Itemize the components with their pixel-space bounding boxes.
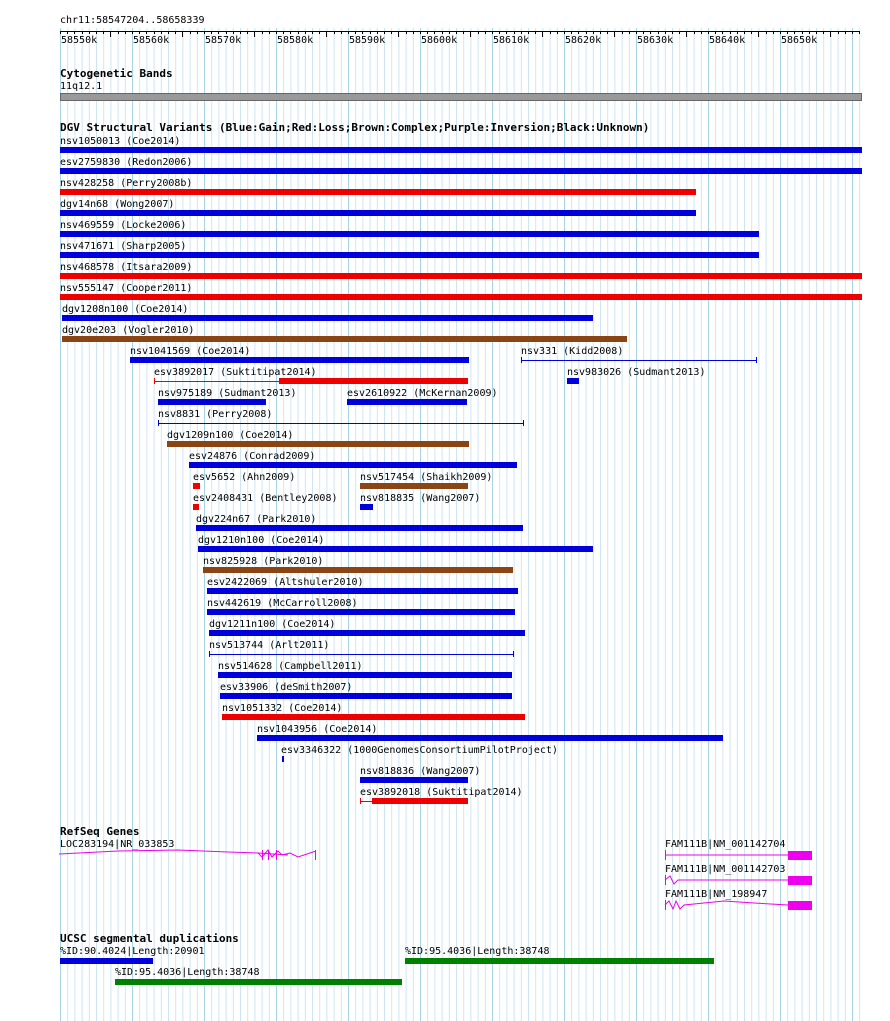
variant-bar[interactable] <box>220 693 512 699</box>
gene-loc283194[interactable] <box>58 848 320 864</box>
ruler-tick <box>830 31 831 37</box>
variant-bar[interactable] <box>372 798 468 804</box>
ruler-tick <box>859 31 860 34</box>
ruler-tick <box>226 31 227 34</box>
ruler-tick-label: 58600k <box>421 35 458 46</box>
ruler-tick <box>442 31 443 34</box>
variant-bar[interactable] <box>196 525 523 531</box>
variant-label[interactable]: nsv8831 (Perry2008) <box>158 409 273 420</box>
ruler-tick <box>470 31 471 37</box>
ruler-tick <box>456 31 457 34</box>
variant-bar[interactable] <box>60 273 862 279</box>
variant-span[interactable] <box>158 423 524 424</box>
variant-bar[interactable] <box>347 399 467 405</box>
segdup-bar[interactable] <box>405 958 714 964</box>
ruler-tick <box>420 31 421 34</box>
variant-bar[interactable] <box>193 483 200 489</box>
gene-label-fam111b-3[interactable]: FAM111B|NM_198947 <box>665 889 768 900</box>
gene-fam111b-1[interactable] <box>664 850 814 862</box>
ruler-tick <box>636 31 637 34</box>
variant-bar[interactable] <box>360 504 373 510</box>
ruler-tick <box>564 31 565 34</box>
variant-label[interactable]: esv2422069 (Altshuler2010) <box>207 577 364 588</box>
ruler-tick <box>823 31 824 34</box>
ruler-tick <box>312 31 313 34</box>
variant-label[interactable]: nsv468578 (Itsara2009) <box>60 262 193 273</box>
ruler-tick <box>362 31 363 34</box>
ruler-tick <box>254 31 255 37</box>
ruler-tick <box>845 31 846 34</box>
variant-label[interactable]: nsv1050013 (Coe2014) <box>60 136 181 147</box>
ruler-tick <box>802 31 803 34</box>
ruler-tick <box>413 31 414 34</box>
gene-label-loc283194[interactable]: LOC283194|NR_033853 <box>60 839 175 850</box>
ruler-tick <box>355 31 356 34</box>
variant-bar[interactable] <box>60 252 759 258</box>
ruler-tick <box>766 31 767 34</box>
ruler-tick <box>694 31 695 34</box>
ruler-tick <box>521 31 522 34</box>
variant-span[interactable] <box>521 360 757 361</box>
ruler-tick <box>290 31 291 34</box>
variant-label[interactable]: nsv1051332 (Coe2014) <box>222 703 343 714</box>
variant-label[interactable]: nsv818835 (Wang2007) <box>360 493 481 504</box>
ruler-tick <box>506 31 507 34</box>
ruler-tick <box>154 31 155 34</box>
ruler-tick-label: 58630k <box>637 35 674 46</box>
ruler-tick <box>384 31 385 34</box>
ruler-tick <box>348 31 349 34</box>
variant-label[interactable]: esv5652 (Ahn2009) <box>193 472 296 483</box>
ruler-tick <box>809 31 810 34</box>
variant-span[interactable] <box>154 381 279 382</box>
gene-fam111b-3[interactable] <box>664 900 814 912</box>
ruler-tick <box>60 31 61 34</box>
variant-label[interactable]: esv33906 (deSmith2007) <box>220 682 353 693</box>
ruler-tick <box>838 31 839 34</box>
variant-label[interactable]: nsv331 (Kidd2008) <box>521 346 624 357</box>
variant-bar[interactable] <box>207 609 515 615</box>
ruler-tick <box>247 31 248 34</box>
variant-bar[interactable] <box>360 777 468 783</box>
variant-label[interactable]: dgv1210n100 (Coe2014) <box>198 535 325 546</box>
ruler-tick <box>557 31 558 34</box>
ruler-tick <box>334 31 335 34</box>
ruler-tick <box>283 31 284 34</box>
variant-bar[interactable] <box>189 462 517 468</box>
variant-label[interactable]: dgv20e203 (Vogler2010) <box>62 325 195 336</box>
ruler-tick <box>305 31 306 34</box>
variant-label[interactable]: dgv1209n100 (Coe2014) <box>167 430 294 441</box>
ruler-tick <box>744 31 745 34</box>
variant-label[interactable]: dgv224n67 (Park2010) <box>196 514 317 525</box>
variant-bar[interactable] <box>62 315 593 321</box>
segdup-label[interactable]: %ID:90.4024|Length:20901 <box>60 946 205 957</box>
ruler-tick <box>686 31 687 37</box>
variant-label[interactable]: nsv517454 (Shaikh2009) <box>360 472 493 483</box>
refseq-track-title: RefSeq Genes <box>60 825 140 838</box>
position-label: chr11:58547204..58658339 <box>60 15 205 26</box>
ruler-tick <box>197 31 198 34</box>
variant-label[interactable]: nsv825928 (Park2010) <box>203 556 324 567</box>
variant-label[interactable]: nsv469559 (Locke2006) <box>60 220 187 231</box>
ruler-tick-label: 58560k <box>133 35 170 46</box>
ruler-tick <box>787 31 788 34</box>
ruler-tick <box>701 31 702 34</box>
ruler-tick <box>672 31 673 34</box>
ruler-tick <box>218 31 219 34</box>
variant-label[interactable]: nsv975189 (Sudmant2013) <box>158 388 297 399</box>
ruler-tick <box>269 31 270 34</box>
variant-bar[interactable] <box>60 168 862 174</box>
variant-label[interactable]: esv3892018 (Suktitipat2014) <box>360 787 523 798</box>
variant-bar[interactable] <box>198 546 593 552</box>
ruler-tick <box>550 31 551 34</box>
ruler-tick <box>161 31 162 34</box>
ruler-tick-label: 58620k <box>565 35 602 46</box>
ruler-tick-label: 58550k <box>61 35 98 46</box>
dgv-track-title: DGV Structural Variants (Blue:Gain;Red:Loss;Brown:Complex;Purple:Inversion;Black:Unknown) <box>60 121 650 134</box>
ruler-tick <box>190 31 191 34</box>
ruler-tick <box>211 31 212 34</box>
ruler-tick <box>586 31 587 34</box>
variant-span[interactable] <box>209 654 514 655</box>
ruler-tick <box>622 31 623 34</box>
variant-span[interactable] <box>360 801 372 802</box>
variant-label[interactable]: nsv514628 (Campbell2011) <box>218 661 363 672</box>
ruler-tick <box>478 31 479 34</box>
ruler-tick-label: 58590k <box>349 35 386 46</box>
variant-label[interactable]: esv3892017 (Suktitipat2014) <box>154 367 317 378</box>
variant-label[interactable]: esv2759830 (Redon2006) <box>60 157 193 168</box>
ruler-tick <box>110 31 111 37</box>
ruler-tick <box>852 31 853 34</box>
ruler-tick <box>463 31 464 34</box>
variant-label[interactable]: dgv1208n100 (Coe2014) <box>62 304 189 315</box>
variant-bar[interactable] <box>203 567 513 573</box>
variant-label[interactable]: nsv983026 (Sudmant2013) <box>567 367 706 378</box>
variant-bar[interactable] <box>130 357 469 363</box>
cytoband-bar[interactable] <box>60 93 862 101</box>
variant-label[interactable]: dgv1211n100 (Coe2014) <box>209 619 336 630</box>
ruler-tick <box>427 31 428 34</box>
ruler-tick <box>204 31 205 34</box>
variant-bar[interactable] <box>360 483 468 489</box>
ruler-tick-label: 58570k <box>205 35 242 46</box>
ruler-tick <box>168 31 169 34</box>
ruler-tick <box>514 31 515 34</box>
cytoband-label: 11q12.1 <box>60 81 103 92</box>
variant-label[interactable]: nsv1043956 (Coe2014) <box>257 724 378 735</box>
ruler-tick <box>118 31 119 34</box>
segdup-bar[interactable] <box>115 979 402 985</box>
variant-bar[interactable] <box>60 210 696 216</box>
variant-span-end <box>756 357 757 363</box>
variant-bar[interactable] <box>60 147 862 153</box>
ruler-tick <box>593 31 594 34</box>
variant-label[interactable]: esv2408431 (Bentley2008) <box>193 493 338 504</box>
gene-fam111b-2[interactable] <box>664 875 814 887</box>
ruler-tick <box>132 31 133 34</box>
ruler-tick <box>125 31 126 34</box>
ruler-tick <box>298 31 299 34</box>
ruler-tick <box>658 31 659 34</box>
ruler-tick <box>262 31 263 34</box>
ruler-tick <box>722 31 723 34</box>
ruler-tick-label: 58640k <box>709 35 746 46</box>
variant-bar[interactable] <box>193 504 199 510</box>
variant-label[interactable]: nsv513744 (Arlt2011) <box>209 640 330 651</box>
variant-label[interactable]: esv24876 (Conrad2009) <box>189 451 316 462</box>
ruler-tick <box>571 31 572 34</box>
variant-bar[interactable] <box>60 294 862 300</box>
ruler-tick <box>607 31 608 34</box>
variant-span-end <box>158 420 159 426</box>
ruler-axis <box>60 31 860 32</box>
segdup-label[interactable]: %ID:95.4036|Length:38748 <box>405 946 550 957</box>
ruler-tick <box>182 31 183 37</box>
ruler-tick <box>643 31 644 34</box>
ruler-tick <box>370 31 371 34</box>
variant-label[interactable]: nsv1041569 (Coe2014) <box>130 346 251 357</box>
ruler-tick <box>528 31 529 34</box>
ruler-tick-label: 58650k <box>781 35 818 46</box>
variant-label[interactable]: nsv818836 (Wang2007) <box>360 766 481 777</box>
ruler-tick <box>74 31 75 34</box>
ruler-tick <box>492 31 493 34</box>
ruler-tick <box>326 31 327 37</box>
ruler-tick <box>773 31 774 34</box>
ruler-tick <box>96 31 97 34</box>
ruler-tick <box>629 31 630 34</box>
variant-bar[interactable] <box>257 735 723 741</box>
ruler-tick <box>614 31 615 37</box>
ruler-tick <box>89 31 90 34</box>
variant-bar[interactable] <box>209 630 525 636</box>
ruler-tick <box>449 31 450 34</box>
variant-label[interactable]: nsv442619 (McCarroll2008) <box>207 598 358 609</box>
variant-label[interactable]: esv3346322 (1000GenomesConsortiumPilotProject) <box>281 745 558 756</box>
gene-label-fam111b-2[interactable]: FAM111B|NM_001142703 <box>665 864 786 875</box>
variant-label[interactable]: nsv555147 (Cooper2011) <box>60 283 193 294</box>
ruler-tick <box>600 31 601 34</box>
ruler-tick <box>816 31 817 34</box>
ruler-tick <box>398 31 399 37</box>
ruler-tick <box>406 31 407 34</box>
ruler-tick <box>434 31 435 34</box>
variant-bar[interactable] <box>62 336 627 342</box>
ruler-tick-label: 58610k <box>493 35 530 46</box>
ruler-tick <box>751 31 752 34</box>
variant-bar[interactable] <box>60 189 696 195</box>
ruler-tick <box>794 31 795 34</box>
ruler-tick <box>240 31 241 34</box>
variant-label[interactable]: dgv14n68 (Wong2007) <box>60 199 175 210</box>
variant-span-end <box>523 420 524 426</box>
ruler-tick-label: 58580k <box>277 35 314 46</box>
ruler-tick <box>319 31 320 34</box>
variant-label[interactable]: nsv428258 (Perry2008b) <box>60 178 193 189</box>
ruler-tick <box>391 31 392 34</box>
variant-bar[interactable] <box>282 756 284 762</box>
ruler-tick <box>578 31 579 34</box>
ruler-tick <box>146 31 147 34</box>
ruler-tick <box>535 31 536 34</box>
ruler-tick <box>665 31 666 34</box>
ruler-tick <box>82 31 83 34</box>
ruler-tick <box>175 31 176 34</box>
ruler-tick <box>650 31 651 34</box>
ruler-tick <box>233 31 234 34</box>
ruler-tick <box>542 31 543 37</box>
gene-label-fam111b-1[interactable]: FAM111B|NM_001142704 <box>665 839 786 850</box>
variant-label[interactable]: esv2610922 (McKernan2009) <box>347 388 498 399</box>
ruler-tick <box>139 31 140 34</box>
ruler-tick <box>276 31 277 34</box>
variant-bar[interactable] <box>207 588 518 594</box>
variant-label[interactable]: nsv471671 (Sharp2005) <box>60 241 187 252</box>
ruler-tick <box>715 31 716 34</box>
variant-bar[interactable] <box>60 231 759 237</box>
variant-span-end <box>513 651 514 657</box>
ruler-tick <box>708 31 709 34</box>
variant-bar[interactable] <box>218 672 512 678</box>
variant-span-end <box>209 651 210 657</box>
variant-bar[interactable] <box>222 714 525 720</box>
ruler-tick <box>730 31 731 34</box>
ruler-tick <box>103 31 104 34</box>
ruler-tick <box>485 31 486 34</box>
variant-bar[interactable] <box>279 378 468 384</box>
ruler-tick <box>377 31 378 34</box>
variant-bar[interactable] <box>158 399 266 405</box>
ruler-tick <box>67 31 68 34</box>
ruler-tick <box>341 31 342 34</box>
ruler-tick <box>499 31 500 34</box>
segdup-bar[interactable] <box>60 958 153 964</box>
ruler-tick <box>780 31 781 34</box>
cytoband-track-title: Cytogenetic Bands <box>60 67 173 80</box>
ruler-tick <box>737 31 738 34</box>
ruler-tick <box>758 31 759 37</box>
variant-bar[interactable] <box>567 378 579 384</box>
ruler-tick <box>679 31 680 34</box>
segdup-label[interactable]: %ID:95.4036|Length:38748 <box>115 967 260 978</box>
segdup-track-title: UCSC segmental duplications <box>60 932 239 945</box>
variant-span-end <box>521 357 522 363</box>
variant-bar[interactable] <box>167 441 469 447</box>
